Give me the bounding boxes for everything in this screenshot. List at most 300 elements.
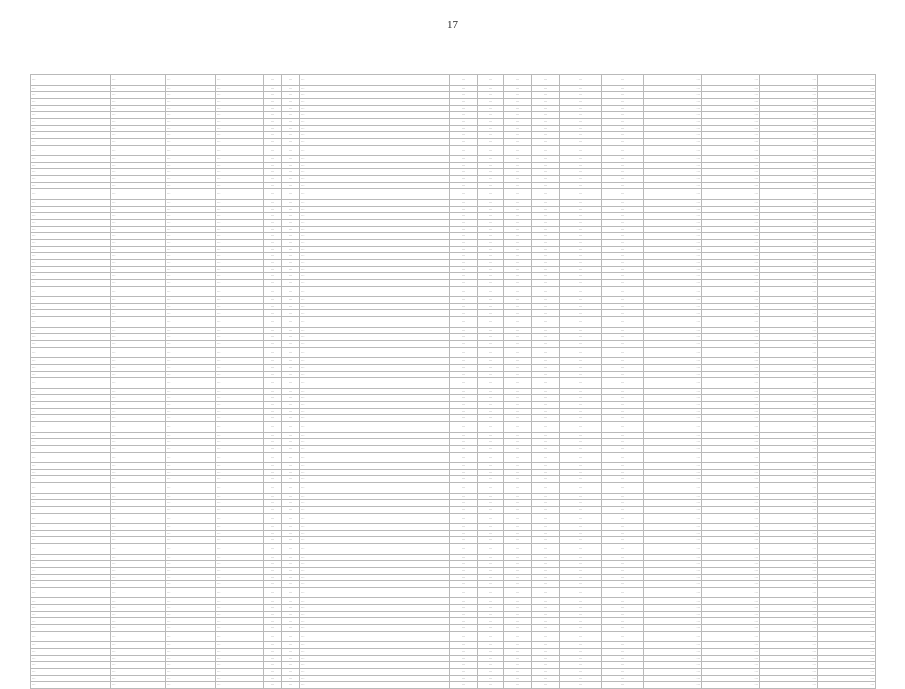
table-cell-c13: … <box>602 422 644 433</box>
table-cell-c2: … <box>111 246 166 253</box>
table-cell-c11: … <box>532 611 560 618</box>
table-row <box>31 642 876 649</box>
table-cell-c5: … <box>264 662 282 669</box>
table-cell-c1: … <box>31 618 111 625</box>
table-cell-c8: … <box>450 92 478 99</box>
table-cell-c16: … <box>760 574 818 581</box>
table-cell-c3: … <box>166 75 216 86</box>
table-cell-c16: … <box>760 92 818 99</box>
table-row <box>31 297 876 304</box>
table-cell-c2: … <box>111 286 166 297</box>
table-cell-c1: … <box>31 279 111 286</box>
table-cell-c12: … <box>560 469 602 476</box>
table-cell-c3: … <box>166 358 216 365</box>
table-cell-c17: … <box>818 125 876 132</box>
table-cell-c10: … <box>504 273 532 280</box>
table-cell-c16: … <box>760 524 818 531</box>
table-cell-c12: … <box>560 206 602 213</box>
table-cell-c13: … <box>602 371 644 378</box>
table-cell-c15: … <box>702 463 760 470</box>
table-cell-c2: … <box>111 415 166 422</box>
table-cell-c14: … <box>644 297 702 304</box>
table-cell-c3: … <box>166 334 216 341</box>
table-cell-c15: … <box>702 402 760 409</box>
table-cell-c10: … <box>504 169 532 176</box>
table-cell-c6: … <box>282 631 300 642</box>
table-cell-c1: … <box>31 554 111 561</box>
table-cell-c7: … <box>300 463 450 470</box>
table-cell-c7: … <box>300 655 450 662</box>
table-cell-c6: … <box>282 226 300 233</box>
table-cell-c17: … <box>818 341 876 348</box>
table-row <box>31 618 876 625</box>
table-cell-c10: … <box>504 138 532 145</box>
table-cell-c13: … <box>602 649 644 656</box>
table-cell-c3: … <box>166 611 216 618</box>
table-cell-c3: … <box>166 493 216 500</box>
table-cell-c5: … <box>264 618 282 625</box>
table-cell-c7: … <box>300 279 450 286</box>
table-cell-c11: … <box>532 554 560 561</box>
table-cell-c3: … <box>166 327 216 334</box>
table-cell-c17: … <box>818 334 876 341</box>
table-cell-c6: … <box>282 605 300 612</box>
table-cell-c12: … <box>560 233 602 240</box>
table-cell-c3: … <box>166 469 216 476</box>
table-cell-c7: … <box>300 310 450 317</box>
table-cell-c14: … <box>644 469 702 476</box>
table-cell-c1: … <box>31 625 111 632</box>
table-cell-c8: … <box>450 415 478 422</box>
table-cell-c15: … <box>702 598 760 605</box>
table-cell-c9: … <box>478 371 504 378</box>
table-cell-c13: … <box>602 273 644 280</box>
table-cell-c17: … <box>818 506 876 513</box>
table-cell-c7: … <box>300 506 450 513</box>
table-cell-c5: … <box>264 581 282 588</box>
table-cell-c8: … <box>450 554 478 561</box>
table-cell-c9: … <box>478 105 504 112</box>
table-cell-c6: … <box>282 213 300 220</box>
table-cell-c4: … <box>216 530 264 537</box>
table-cell-c8: … <box>450 402 478 409</box>
table-cell-c8: … <box>450 347 478 358</box>
table-cell-c14: … <box>644 476 702 483</box>
table-cell-c16: … <box>760 544 818 555</box>
table-cell-c9: … <box>478 259 504 266</box>
table-cell-c1: … <box>31 176 111 183</box>
table-cell-c5: … <box>264 358 282 365</box>
table-cell-c8: … <box>450 513 478 524</box>
table-cell-c3: … <box>166 378 216 389</box>
table-cell-c1: … <box>31 675 111 682</box>
table-cell-c6: … <box>282 530 300 537</box>
table-cell-c13: … <box>602 483 644 494</box>
table-cell-c7: … <box>300 162 450 169</box>
table-cell-c9: … <box>478 537 504 544</box>
table-cell-c12: … <box>560 334 602 341</box>
table-cell-c15: … <box>702 493 760 500</box>
table-cell-c10: … <box>504 206 532 213</box>
table-cell-c5: … <box>264 445 282 452</box>
table-cell-c15: … <box>702 618 760 625</box>
table-cell-c2: … <box>111 506 166 513</box>
table-cell-c14: … <box>644 452 702 463</box>
table-cell-c5: … <box>264 513 282 524</box>
table-cell-c8: … <box>450 259 478 266</box>
table-cell-c15: … <box>702 279 760 286</box>
table-cell-c6: … <box>282 469 300 476</box>
table-cell-c15: … <box>702 395 760 402</box>
table-cell-c1: … <box>31 206 111 213</box>
table-cell-c16: … <box>760 611 818 618</box>
table-cell-c6: … <box>282 125 300 132</box>
table-cell-c16: … <box>760 182 818 189</box>
table-cell-c5: … <box>264 506 282 513</box>
table-cell-c2: … <box>111 118 166 125</box>
table-cell-c17: … <box>818 587 876 598</box>
table-cell-c4: … <box>216 574 264 581</box>
table-cell-c14: … <box>644 625 702 632</box>
table-cell-c5: … <box>264 561 282 568</box>
table-cell-c6: … <box>282 206 300 213</box>
table-cell-c13: … <box>602 105 644 112</box>
table-cell-c3: … <box>166 452 216 463</box>
table-cell-c8: … <box>450 219 478 226</box>
table-cell-c5: … <box>264 631 282 642</box>
table-cell-c2: … <box>111 402 166 409</box>
table-cell-c6: … <box>282 662 300 669</box>
table-cell-c13: … <box>602 581 644 588</box>
table-cell-c14: … <box>644 273 702 280</box>
table-cell-c12: … <box>560 618 602 625</box>
table-cell-c5: … <box>264 476 282 483</box>
table-cell-c8: … <box>450 118 478 125</box>
table-cell-c3: … <box>166 463 216 470</box>
table-row <box>31 544 876 555</box>
table-cell-c12: … <box>560 156 602 163</box>
table-cell-c2: … <box>111 189 166 200</box>
table-cell-c5: … <box>264 156 282 163</box>
table-cell-c15: … <box>702 422 760 433</box>
table-cell-c1: … <box>31 567 111 574</box>
table-cell-c11: … <box>532 432 560 439</box>
table-cell-c14: … <box>644 631 702 642</box>
table-cell-c11: … <box>532 118 560 125</box>
table-row <box>31 213 876 220</box>
table-cell-c4: … <box>216 118 264 125</box>
table-cell-c11: … <box>532 483 560 494</box>
table-cell-c5: … <box>264 625 282 632</box>
table-cell-c2: … <box>111 530 166 537</box>
table-cell-c12: … <box>560 561 602 568</box>
table-cell-c3: … <box>166 213 216 220</box>
table-cell-c16: … <box>760 358 818 365</box>
table-cell-c11: … <box>532 415 560 422</box>
table-row <box>31 625 876 632</box>
table-cell-c13: … <box>602 618 644 625</box>
table-cell-c10: … <box>504 182 532 189</box>
table-cell-c13: … <box>602 286 644 297</box>
table-cell-c14: … <box>644 574 702 581</box>
table-cell-c15: … <box>702 642 760 649</box>
table-cell-c1: … <box>31 500 111 507</box>
table-cell-c4: … <box>216 189 264 200</box>
table-cell-c2: … <box>111 358 166 365</box>
table-cell-c10: … <box>504 162 532 169</box>
table-row <box>31 476 876 483</box>
table-cell-c12: … <box>560 574 602 581</box>
table-cell-c1: … <box>31 317 111 328</box>
table-cell-c14: … <box>644 567 702 574</box>
table-cell-c15: … <box>702 567 760 574</box>
table-cell-c5: … <box>264 317 282 328</box>
table-cell-c3: … <box>166 273 216 280</box>
table-cell-c9: … <box>478 182 504 189</box>
table-cell-c4: … <box>216 341 264 348</box>
table-cell-c5: … <box>264 253 282 260</box>
table-cell-c17: … <box>818 85 876 92</box>
table-cell-c16: … <box>760 655 818 662</box>
table-cell-c11: … <box>532 199 560 206</box>
table-cell-c7: … <box>300 297 450 304</box>
table-cell-c6: … <box>282 334 300 341</box>
table-cell-c11: … <box>532 631 560 642</box>
table-cell-c14: … <box>644 92 702 99</box>
table-cell-c15: … <box>702 286 760 297</box>
table-cell-c16: … <box>760 273 818 280</box>
table-cell-c9: … <box>478 233 504 240</box>
table-cell-c10: … <box>504 524 532 531</box>
table-cell-c1: … <box>31 253 111 260</box>
table-row <box>31 669 876 676</box>
table-cell-c5: … <box>264 675 282 682</box>
table-cell-c5: … <box>264 378 282 389</box>
table-cell-c4: … <box>216 279 264 286</box>
table-cell-c9: … <box>478 388 504 395</box>
table-cell-c17: … <box>818 675 876 682</box>
table-cell-c7: … <box>300 138 450 145</box>
table-cell-c16: … <box>760 317 818 328</box>
table-cell-c12: … <box>560 483 602 494</box>
table-cell-c15: … <box>702 176 760 183</box>
table-cell-c9: … <box>478 239 504 246</box>
table-cell-c7: … <box>300 98 450 105</box>
table-cell-c12: … <box>560 675 602 682</box>
table-row <box>31 341 876 348</box>
table-cell-c8: … <box>450 561 478 568</box>
table-cell-c16: … <box>760 266 818 273</box>
table-cell-c2: … <box>111 125 166 132</box>
table-cell-c7: … <box>300 371 450 378</box>
table-cell-c16: … <box>760 605 818 612</box>
table-cell-c17: … <box>818 259 876 266</box>
table-cell-c11: … <box>532 162 560 169</box>
table-cell-c9: … <box>478 395 504 402</box>
table-cell-c16: … <box>760 476 818 483</box>
table-cell-c12: … <box>560 544 602 555</box>
table-cell-c5: … <box>264 334 282 341</box>
table-cell-c13: … <box>602 279 644 286</box>
table-cell-c12: … <box>560 605 602 612</box>
table-cell-c17: … <box>818 226 876 233</box>
table-cell-c11: … <box>532 500 560 507</box>
table-cell-c17: … <box>818 605 876 612</box>
table-cell-c4: … <box>216 310 264 317</box>
table-cell-c7: … <box>300 189 450 200</box>
table-cell-c3: … <box>166 145 216 156</box>
table-row <box>31 469 876 476</box>
table-row <box>31 415 876 422</box>
table-cell-c4: … <box>216 125 264 132</box>
table-cell-c14: … <box>644 132 702 139</box>
table-cell-c7: … <box>300 75 450 86</box>
table-cell-c8: … <box>450 138 478 145</box>
table-cell-c8: … <box>450 408 478 415</box>
table-cell-c4: … <box>216 378 264 389</box>
table-cell-c15: … <box>702 189 760 200</box>
table-cell-c2: … <box>111 476 166 483</box>
table-cell-c1: … <box>31 213 111 220</box>
table-cell-c5: … <box>264 364 282 371</box>
table-cell-c5: … <box>264 85 282 92</box>
table-cell-c9: … <box>478 649 504 656</box>
table-cell-c3: … <box>166 125 216 132</box>
table-cell-c13: … <box>602 233 644 240</box>
table-cell-c5: … <box>264 92 282 99</box>
table-cell-c15: … <box>702 118 760 125</box>
table-cell-c17: … <box>818 649 876 656</box>
table-cell-c4: … <box>216 469 264 476</box>
table-cell-c16: … <box>760 439 818 446</box>
table-cell-c2: … <box>111 310 166 317</box>
table-cell-c14: … <box>644 98 702 105</box>
table-cell-c12: … <box>560 587 602 598</box>
table-cell-c3: … <box>166 513 216 524</box>
table-cell-c9: … <box>478 422 504 433</box>
table-cell-c13: … <box>602 561 644 568</box>
table-cell-c1: … <box>31 476 111 483</box>
table-cell-c2: … <box>111 524 166 531</box>
table-cell-c9: … <box>478 303 504 310</box>
table-cell-c11: … <box>532 239 560 246</box>
table-cell-c17: … <box>818 75 876 86</box>
table-cell-c1: … <box>31 415 111 422</box>
table-cell-c4: … <box>216 402 264 409</box>
table-cell-c11: … <box>532 378 560 389</box>
table-cell-c14: … <box>644 500 702 507</box>
table-cell-c3: … <box>166 176 216 183</box>
table-cell-c9: … <box>478 297 504 304</box>
table-cell-c4: … <box>216 199 264 206</box>
table-cell-c8: … <box>450 662 478 669</box>
table-cell-c10: … <box>504 132 532 139</box>
table-cell-c14: … <box>644 303 702 310</box>
table-cell-c13: … <box>602 206 644 213</box>
table-cell-c11: … <box>532 169 560 176</box>
table-cell-c13: … <box>602 378 644 389</box>
table-cell-c17: … <box>818 567 876 574</box>
table-cell-c2: … <box>111 219 166 226</box>
table-cell-c9: … <box>478 341 504 348</box>
table-cell-c2: … <box>111 226 166 233</box>
table-cell-c10: … <box>504 378 532 389</box>
table-cell-c9: … <box>478 561 504 568</box>
table-cell-c17: … <box>818 395 876 402</box>
table-cell-c13: … <box>602 463 644 470</box>
table-cell-c11: … <box>532 303 560 310</box>
table-cell-c1: … <box>31 422 111 433</box>
table-cell-c7: … <box>300 625 450 632</box>
table-row <box>31 561 876 568</box>
table-cell-c5: … <box>264 649 282 656</box>
table-cell-c7: … <box>300 598 450 605</box>
table-cell-c4: … <box>216 598 264 605</box>
table-cell-c4: … <box>216 327 264 334</box>
table-row <box>31 655 876 662</box>
table-cell-c7: … <box>300 246 450 253</box>
table-cell-c15: … <box>702 506 760 513</box>
table-row <box>31 649 876 656</box>
table-cell-c4: … <box>216 483 264 494</box>
table-cell-c14: … <box>644 176 702 183</box>
table-cell-c9: … <box>478 631 504 642</box>
table-cell-c9: … <box>478 75 504 86</box>
table-cell-c16: … <box>760 176 818 183</box>
table-cell-c2: … <box>111 675 166 682</box>
table-cell-c13: … <box>602 675 644 682</box>
table-cell-c11: … <box>532 493 560 500</box>
table-cell-c16: … <box>760 483 818 494</box>
table-cell-c13: … <box>602 259 644 266</box>
table-cell-c9: … <box>478 587 504 598</box>
table-cell-c4: … <box>216 642 264 649</box>
table-cell-c13: … <box>602 524 644 531</box>
table-cell-c2: … <box>111 303 166 310</box>
table-cell-c10: … <box>504 395 532 402</box>
table-cell-c15: … <box>702 476 760 483</box>
table-cell-c3: … <box>166 219 216 226</box>
table-cell-c1: … <box>31 327 111 334</box>
table-cell-c15: … <box>702 206 760 213</box>
table-cell-c9: … <box>478 273 504 280</box>
table-cell-c13: … <box>602 476 644 483</box>
table-row <box>31 631 876 642</box>
table-cell-c4: … <box>216 476 264 483</box>
table-cell-c13: … <box>602 199 644 206</box>
table-cell-c11: … <box>532 132 560 139</box>
table-cell-c4: … <box>216 524 264 531</box>
table-row <box>31 432 876 439</box>
table-row <box>31 98 876 105</box>
table-cell-c4: … <box>216 182 264 189</box>
table-cell-c17: … <box>818 162 876 169</box>
table-cell-c2: … <box>111 537 166 544</box>
table-cell-c1: … <box>31 310 111 317</box>
table-cell-c15: … <box>702 92 760 99</box>
table-cell-c15: … <box>702 554 760 561</box>
table-cell-c5: … <box>264 182 282 189</box>
table-cell-c9: … <box>478 246 504 253</box>
table-cell-c12: … <box>560 199 602 206</box>
table-cell-c6: … <box>282 189 300 200</box>
table-cell-c13: … <box>602 253 644 260</box>
table-cell-c15: … <box>702 112 760 119</box>
table-cell-c16: … <box>760 341 818 348</box>
table-cell-c17: … <box>818 432 876 439</box>
table-cell-c1: … <box>31 199 111 206</box>
table-cell-c10: … <box>504 675 532 682</box>
